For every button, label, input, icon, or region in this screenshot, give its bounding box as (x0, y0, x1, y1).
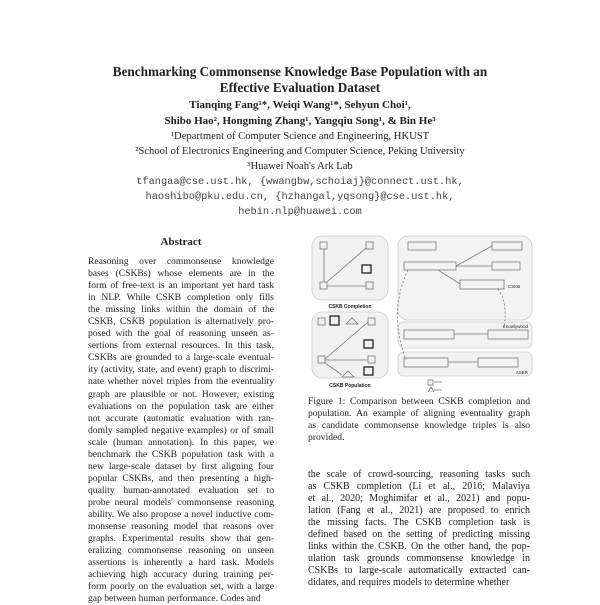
body-line: lation (Fang et al., 2021) are proposed to enrich (308, 505, 530, 517)
authors-line-2: Shibo Hao², Hongming Zhang¹, Yangqiu Song¹, & Bin He³ (164, 115, 436, 127)
figure-caption (308, 396, 530, 444)
body-line: links within the CSKB. On the other hand, the pop- (308, 541, 530, 553)
knowlywood-label: Knowlywood (502, 324, 528, 329)
completion-label: CSKB Completion (328, 304, 372, 310)
abstract-line: ability. We also propose a novel inductive com- (88, 508, 274, 520)
abstract-line: posed with the goal of reasoning unseen as- (88, 328, 274, 340)
abstract-line: achieving high accuracy during training per- (88, 569, 274, 581)
body-line: as CSKB completion (Li et al., 2016; Malaviya (308, 481, 530, 493)
abstract-line: assertions is inherently a hard task. Models (88, 557, 274, 569)
abstract-line: graphs. Experimental results show that gen- (88, 533, 274, 545)
abstract-line: ity (activity, state, and event) graph to discrimi- (88, 364, 274, 376)
body-line: CSKBs to large-scale automatically extracted can- (308, 565, 530, 577)
abstract-line: not accurate (automatic evaluation with ran- (88, 412, 274, 424)
abstract-line: popular CSKBs, and then presenting a high- (88, 472, 274, 484)
abstract-line: form poorly on the evaluation set, with a large (88, 581, 274, 593)
abstract-line: graph are plausible or not. However, existing (88, 388, 274, 400)
body-line: et al., 2020; Moghimifar et al., 2021) and popu- (308, 493, 530, 505)
body-line: defined based on the setting of predicting missing (308, 529, 530, 541)
abstract-line: the missing links within the domain of the (88, 304, 274, 316)
caption-line: Figure 1: Comparison between CSKB completion and (308, 396, 530, 407)
body-line: the missing facts. The CSKB completion task is (308, 517, 530, 529)
population-panel (312, 312, 388, 378)
figure-1 (308, 232, 534, 392)
abstract-line: new large-scale dataset by first aligning four (88, 460, 274, 472)
abstract-line: bases (CSKBs) whose elements are in the (88, 268, 274, 280)
abstract-line: Reasoning over commonsense knowledge (88, 256, 274, 267)
abstract-line: probe neural models' commonsense reasoning (88, 496, 274, 508)
affiliation-3: ³Huawei Noah's Ark Lab (247, 161, 353, 172)
paper-title-line-2: Effective Evaluation Dataset (219, 80, 381, 95)
abstract-line: scale (human annotation). In this paper, we (88, 436, 274, 448)
abstract-line: nate whether novel triples from the eventuality (88, 376, 274, 388)
population-label: CSKB Population (329, 383, 371, 389)
affiliation-2: ²School of Electronics Engineering and Computer Science, Peking University (135, 146, 465, 157)
body-line: didates, and requires models to determine whether (308, 577, 510, 589)
abstract-line: CSKBs are grounded to a large-scale eventual- (88, 352, 274, 364)
cskb-panel (398, 236, 532, 320)
abstract-heading: Abstract (160, 236, 202, 248)
caption-line: as candidate commonsense knowledge triples is also (308, 420, 530, 432)
body-line: ulation task grounds commonsense knowledge in (308, 553, 530, 565)
caption-line: population. An example of aligning eventuality graph (308, 408, 530, 420)
abstract-body (88, 256, 274, 605)
abstract-line: gap between human performance. Codes and (88, 593, 261, 605)
authors-line-1: Tianqing Fang¹*, Weiqi Wang¹*, Sehyun Choi¹, (189, 99, 411, 111)
abstract-line: CSKB, CSKB population is alternatively pro- (88, 316, 274, 328)
abstract-line: form of free-text is an important yet hard task (88, 280, 274, 292)
abstract-line: sertions from external resources. In this task, (88, 340, 274, 352)
aser-label: ASER (515, 370, 528, 375)
abstract-line: quality human-annotated evaluation set to (88, 484, 274, 496)
abstract-line: evaluations on the population task are either (88, 400, 274, 412)
email-line-1: tfangaa@cse.ust.hk, {wwangbw,schoiaj}@connect.ust.hk, (136, 176, 464, 188)
email-line-2: haoshibo@pku.edu.cn, {hzhangal,yqsong}@cse.ust.hk, (145, 191, 455, 203)
body-line: the scale of crowd-sourcing, reasoning tasks such (308, 469, 530, 480)
email-line-3: hebin.nlp@huawei.com (238, 206, 362, 218)
abstract-line: monsense reasoning model that reasons over (88, 521, 274, 533)
aser-panel (398, 352, 532, 376)
abstract-line: in NLP. While CSKB completion only fills (88, 292, 274, 304)
paper-title-line-1: Benchmarking Commonsense Knowledge Base Population with an (112, 64, 488, 79)
cskb-label: CSKB (508, 284, 521, 289)
abstract-line: domly sampled negative examples) or of small (88, 424, 274, 436)
completion-panel (312, 236, 388, 300)
affiliation-1: ¹Department of Computer Science and Engineering, HKUST (170, 131, 430, 142)
caption-line: provided. (308, 432, 345, 444)
body-text-right (308, 469, 530, 589)
abstract-line: benchmark the CSKB population task with a (88, 448, 274, 460)
abstract-line: eralizing commonsense reasoning on unseen (88, 545, 274, 557)
